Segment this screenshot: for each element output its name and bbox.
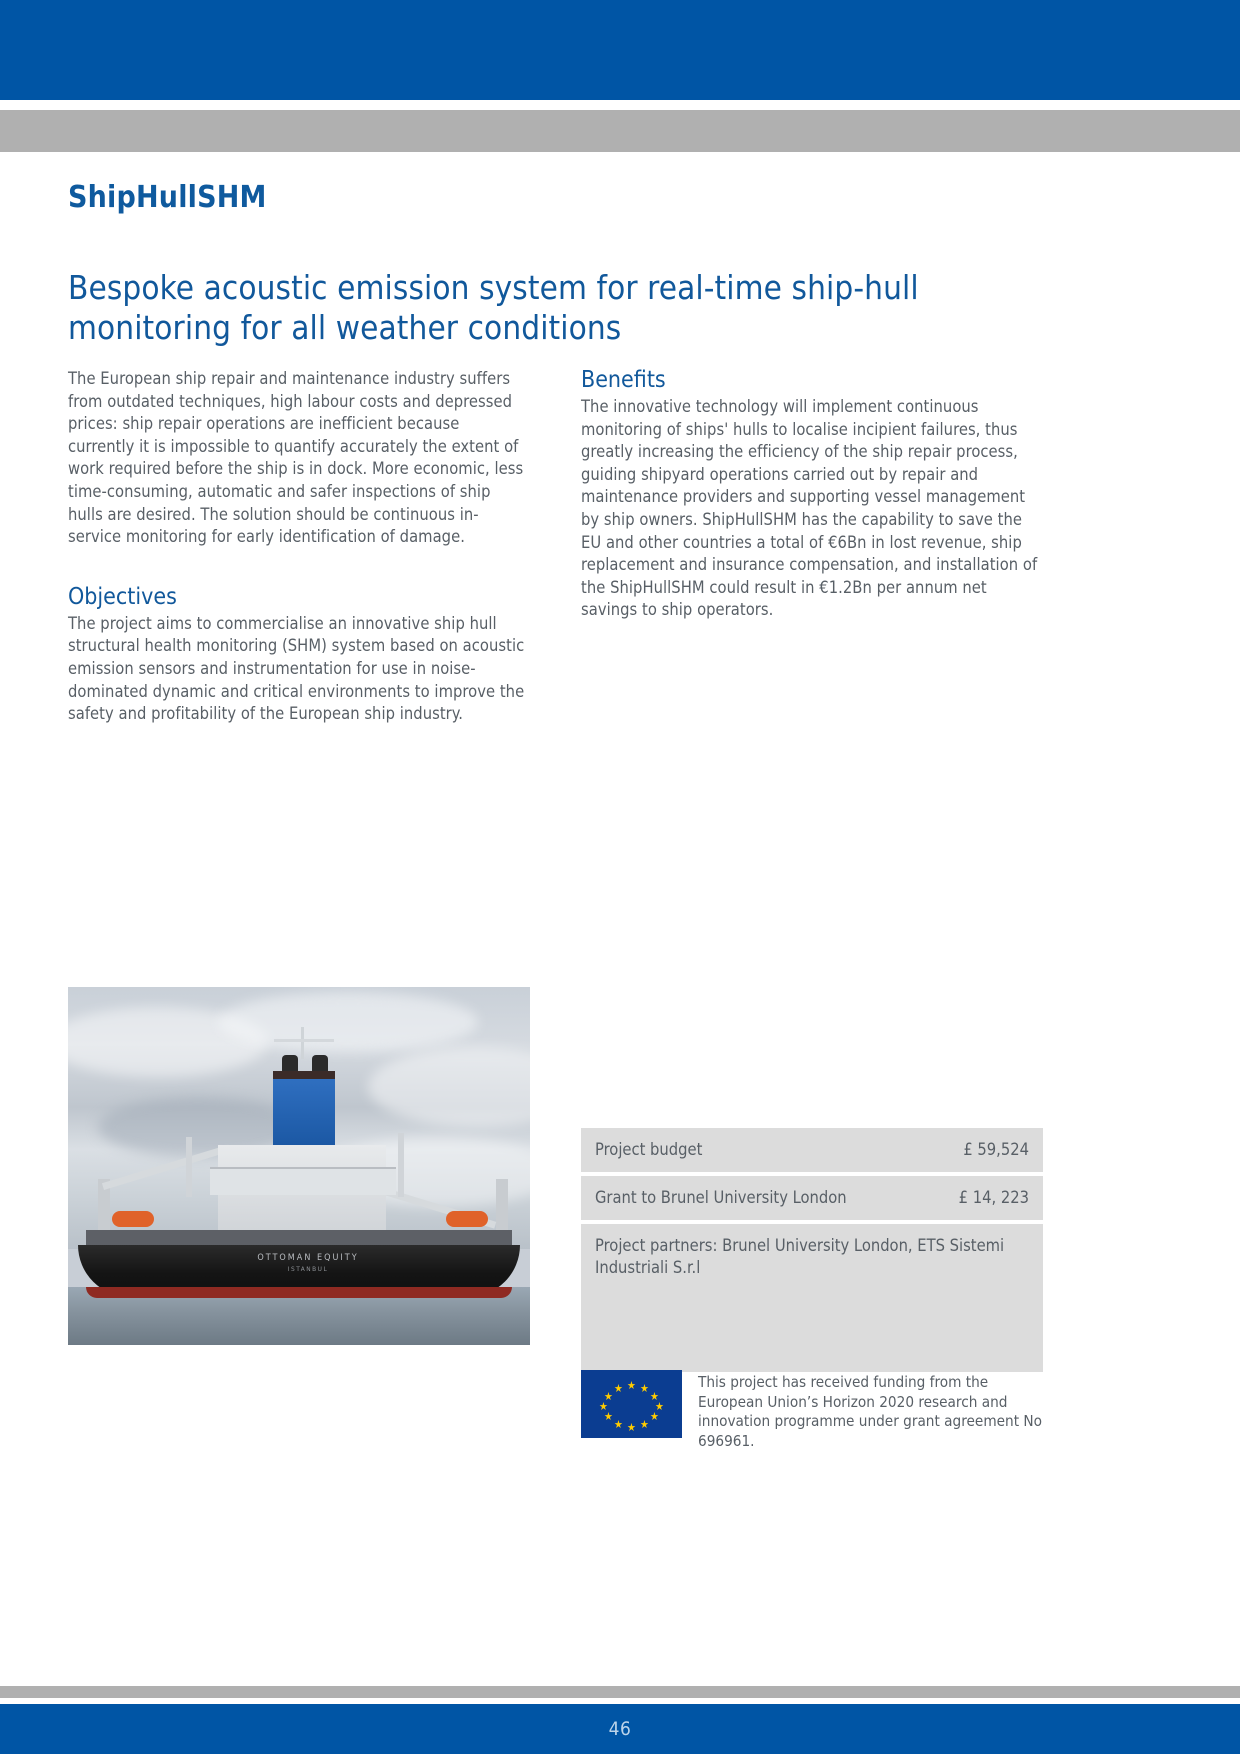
radar-mast xyxy=(301,1027,304,1059)
table-row-partners: Project partners: Brunel University London, ETS Sistemi Industriali S.r.l xyxy=(581,1224,1043,1372)
cloud-shape xyxy=(218,992,478,1052)
page-title: Bespoke acoustic emission system for real-time ship-hull monitoring for all weather conditions xyxy=(68,268,919,347)
table-row xyxy=(581,1176,1043,1220)
crane-post-right xyxy=(496,1179,508,1235)
mast-crossbar xyxy=(274,1039,334,1042)
header-gray-band xyxy=(0,110,1240,152)
deck-mast-left xyxy=(186,1137,192,1197)
project-name: ShipHullSHM xyxy=(68,180,267,215)
table-row xyxy=(581,1128,1043,1172)
page-number: 46 xyxy=(608,1718,632,1740)
benefits-heading: Benefits xyxy=(581,367,666,393)
table-row-label: Project budget xyxy=(595,1140,703,1159)
deck-mast-right xyxy=(398,1133,404,1197)
project-info-table xyxy=(581,1128,1043,1372)
header-white-gap xyxy=(0,100,1240,110)
objectives-heading: Objectives xyxy=(68,583,177,610)
left-column xyxy=(68,368,530,726)
ship-port-text: ISTANBUL xyxy=(287,1265,329,1273)
table-row-value: £ 59,524 xyxy=(963,1140,1029,1159)
lifeboat xyxy=(112,1211,154,1227)
lifeboat xyxy=(446,1211,488,1227)
table-row-value: £ 14, 223 xyxy=(958,1188,1029,1207)
hull-waterline-stripe xyxy=(86,1287,512,1298)
objectives-paragraph: The project aims to commercialise an innovative ship hull structural health monitoring (SHM) system based on acoustic emission sensors and instrumentation for use in noise-dominated dynamic and critical environments to improve the safety and profitability of the European ship industry. xyxy=(68,613,525,724)
footer-gray-band xyxy=(0,1686,1240,1698)
ship-name-text: OTTOMAN EQUITY xyxy=(257,1253,359,1263)
intro-paragraph: The European ship repair and maintenance industry suffers from outdated techniques, high labour costs and depressed prices: ship repair operations are inefficient because currently it is impossible to quantify accurately the extent of work required before the ship is in dock. More economic, less time-consuming, automatic and safer inspections of ship hulls are desired. The solution should be continuous in-service monitoring for early identification of damage. xyxy=(68,369,524,547)
eu-funding-text: This project has received funding from the European Union’s Horizon 2020 research and innovation programme under grant agreement No 696961. xyxy=(698,1373,1042,1450)
ship-photograph xyxy=(68,987,530,1345)
benefits-paragraph: The innovative technology will implement continuous monitoring of ships' hulls to localise incipient failures, thus greatly increasing the efficiency of the ship repair process, guiding shipyard operations carried out by repair and maintenance providers and supporting vessel management by ship owners. ShipHullSHM has the capability to save the EU and other countries a total of €6Bn in lost revenue, ship replacement and insurance compensation, and installation of the ShipHullSHM could result in €1.2Bn per annum net savings to ship operators. xyxy=(581,397,1038,620)
ship-bridge xyxy=(210,1167,396,1195)
header-blue-bar xyxy=(0,0,1240,100)
table-row-label: Grant to Brunel University London xyxy=(595,1188,847,1207)
column-spacer xyxy=(68,549,530,583)
eu-flag-icon: ★ ★ ★ ★ ★ ★ ★ ★ ★ ★ ★ ★ xyxy=(581,1370,682,1438)
eu-funding-block xyxy=(581,1370,1043,1451)
right-column xyxy=(581,366,1046,622)
